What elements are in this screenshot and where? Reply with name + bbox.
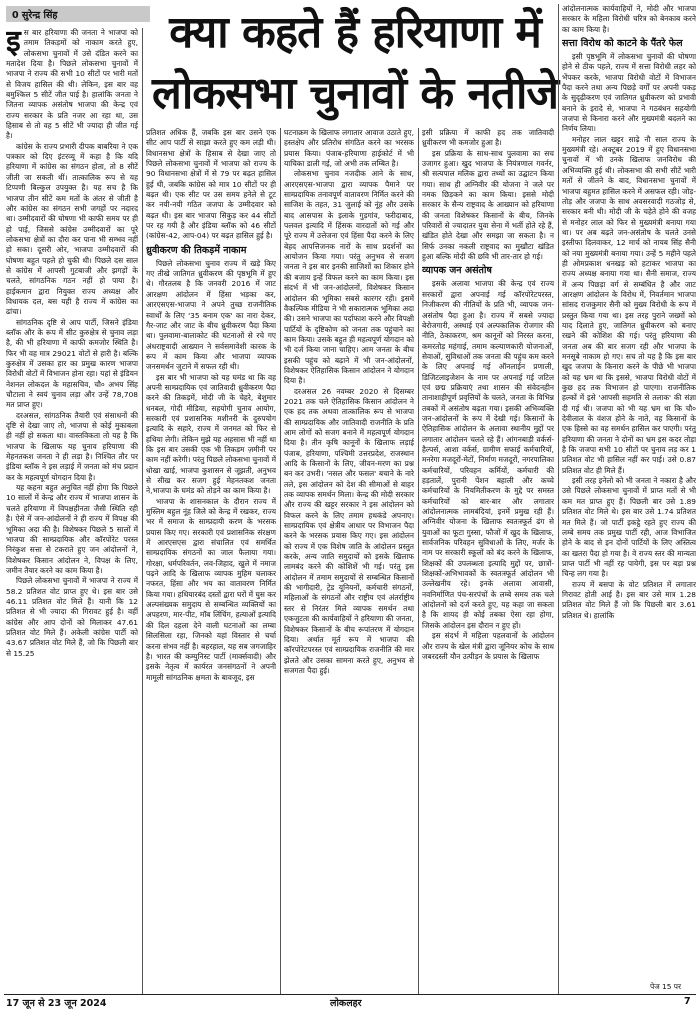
continued-on-label: पेज 15 पर xyxy=(650,982,682,991)
paragraph: मनोहर लाल खट्टर साढ़े नौ साल राज्य के मुख्यमंत्री रहे। अक्टूबर 2019 में हुए विधानसभा चुनावों में भी उनके खिलाफ जनविरोध की अभिव्यक्ति हुई थी। लोकसभा की सभी सीटें भारी मतों से जीतने के बाद, विधानसभा चुनावों में भाजपा बहुमत हासिल करने में असफल रही। जोड़-तोड़ और जजपा के साथ अवसरवादी गठजोड़ से, सरकार बनी थी। मोदी जी के चहेते होने की वजह से मनोहर लाल को फिर से मुख्यमंत्री बनाया गया था। पर अब बढ़ते जन-असंतोष के चलते उनसे इस्तीफा दिलवाकर, 12 मार्च को नायब सिंह सैनी को नया मुख्यमंत्री बनाया गया। उन्हें 5 महीने पहले ही ओमप्रकाश धनखड़ को हटाकर भाजपा का राज्य अध्यक्ष बनाया गया था। सैनी समाज, राज्य में अन्य पिछड़ा वर्ग से सम्बंधित है और जाट आरक्षण आंदोलन के विरोध में, निवर्तमान भाजपा सांसद राजकुमार सैनी को मुख्य विरोधी के रूप में प्रस्तुत किया गया था। इस तरह पुराने जख्मों को याद दिलाते हुए, जातिगत ध्रुवीकरण को बनाए रखने की कोशिश की गई। परंतु हरियाणा की जनता अब की बार सजग रही और भाजपा के मनसूबे नाकाम हो गए। सच तो यह है कि इस बार खुद जजपा के किनारा करने के पीछे भी भाजपा को यह भ्रम था कि इससे, भाजपा विरोधी वोटों में कुछ हद तक विभाजन हो पाएगा। राजनीतिक हल्कों में इसे 'आपसी सहमति से तलाक' की संज्ञा दी गई थी। जजपा को भी यह भ्रम था कि चौ० देवीलाल के वंशज होने के नाते, वह किसानों के एक हिस्से का वह समर्थन हासिल कर पाएगी। परंतु हरियाणा की जनता ने दोनों का भ्रम इस कदर तोड़ा है कि जजपा सभी 10 सीटों पर चुनाव लड़ कर 1 प्रतिशत वोट भी हासिल नहीं कर पाई। उसे 0.87 प्रतिशत वोट ही मिले हैं। xyxy=(562,134,696,475)
article-column-5 xyxy=(562,4,696,982)
paragraph: लोकसभा चुनाव नजदीक आने के साथ, आरएसएस-भाजपा द्वारा व्यापक पैमाने पर साम्प्रदायिक तनावपूर्ण वातावरण निर्मित करने की साजिश के तहत, 31 जुलाई को नूंह और उसके बाद आसपास के इलाके गुड़गांव, फरीदाबाद, पलवल इत्यादि में हिंसक वारदातों को गई और पूरे राज्य में उत्तेजना एवं हिंसा पैदा करने के लिए बेहद आपत्तिजनक नारों के साथ प्रदर्शनों का आयोजन किया गया। परंतु अनुभव से सजग जनता ने इस बार इनकी साजिशों का शिकार होने की बजाय इन्हें विफल करने का काम किया। इस संदर्भ में भी जन-आंदोलनों, विशेषकर किसान आंदोलन की भूमिका सबसे कारगर रही। इसमें वैकल्पिक मीडिया ने भी सकारात्मक भूमिका अदा की। उसने भाजपा का पर्दाफाश करने और विपक्षी पार्टियों के दृष्टिकोण को जनता तक पहुंचाने का काम किया। उसके बहुत ही महत्वपूर्ण योगदान को भी दर्ज किया जाना चाहिए। आम जनता के बीच इसकी पहुंच को बढ़ाने में भी जन-आंदोलनों, विशेषकर ऐतिहासिक किसान आंदोलन ने योगदान दिया है। xyxy=(284,169,414,386)
paragraph: इस प्रक्रिया के साथ-साथ पुलवामा का सच उजागर हुआ। खुद भाजपा के नियंत्रणाल गवर्नर, श्री सत्यपाल मलिक द्वारा तथ्यों का उद्घाटन किया गया। साथ ही अग्निवीर की योजना ने जले पर नमक छिड़कने का काम किया। इससे मोदी सरकार के सैन्य राष्ट्रवाद के आख्यान को हरियाणा की जनता विशेषकर किसानों के बीच, जिनके परिवारों से ज्यादातर युवा सेना में भर्ती होते रहे हैं, खंडित होते देखा और समझा जा सकता है। न सिर्फ उनका नकली राष्ट्रवाद का मुखौटा खंडित हुआ बल्कि मोदी की छवि भी तार-तार हो गई। xyxy=(422,148,554,262)
paragraph: प्रतिशत अधिक हैं, जबकि इस बार उसने एक सीट आप पार्टी से साझा करते हुए कम लड़ी थी। विधानसभा क्षेत्रों के हिसाब से देखा जाए तो पिछले लोकसभा चुनावों में भाजपा को राज्य के 90 विधानसभा क्षेत्रों में से 79 पर बढ़त हासिल हुई थी, जबकि कांग्रेस को मात्र 10 सीटों पर ही बढ़त थी। एक सीट पर उस समय हनेले से टूट कर नयी-नयी गठित जजपा के उम्मीदवार को बढ़त थी। इस बार भाजपा सिकुड़ कर 44 सीटों पर रह गयी है और इंडिया ब्लॉक को 46 सीटों (कांग्रेस-42, आप-04) पर बढ़त हासिल हुई है। xyxy=(146,128,276,241)
paragraph: सांगठनिक दृष्टि से आप पार्टी, जिसने इंडिया ब्लॉक और के रूप में सीट कुरुक्षेत्र से चुनाव लड़ा है, की भी हरियाणा में काफी कमजोर स्थिति है। फिर भी वह मात्र 29021 वोटों से हारी है। बल्कि कुरुक्षेत्र में उसका हार का प्रमुख कारण भाजपा विरोधी वोटों में विभाजन होना रहा। यहां से इंडियन नेशनल लोकदल के महासचिव, चौ० अभय सिंह चौटाला ने स्वयं चुनाव लड़ा और उन्हें 78,708 मत प्राप्त हुए। xyxy=(6,317,138,410)
headline xyxy=(150,4,560,126)
paragraph: भाजपा के शासनकाल के दौरान राज्य में मुस्लिम बहुल नूंह जिले को केन्द्र में रखकर, राज्य भर में समाज के साम्प्रदायी करण के भरसक प्रयास किए गए। सरकारी एवं प्रशासनिक संरक्षण में आरएसएस द्वारा संचालित एवं समर्थित साम्प्रदायिक संगठनों का जाल फैलाया गया। गोरक्षा, धर्मपरिवर्तन, लव-जिहाद, खुले में नमाज पढ़ने आदि के खिलाफ व्यापक मुहिम चलाकर नफरत, हिंसा और भय का वातावरण निर्मित किया गया। हथियारबंद दस्तों द्वारा घरों में घुस कर अल्पसंख्यक समुदाय से सम्बन्धित व्यक्तियों का अपहरण, मार-पीट, मॉब लिंचिंग, हत्याओं इत्यादि की दिल दहला देने वाली घटनाओं का लम्बा सिलसिला रहा, जिनको यहां विस्तार से चर्चा करना संभव नहीं है। बहरहाल, यह सब जगजाहिर है। भारत की कम्युनिस्ट पार्टी (मार्क्सवादी) और इसके नेतृत्व में कार्यरत जनसंगठनों ने अपनी मामूली सांगठनिक क्षमता के बावजूद, इस xyxy=(146,496,276,682)
paragraph: आंदोलनात्मक कार्यवाहियों ने, मोदी और भाजपा सरकार के महिला विरोधी चरित्र को बेनकाब करने का काम किया है। xyxy=(562,4,696,34)
paragraph: राज्य में बसपा के वोट प्रतिशत में लगातार गिरावट होती आई है। इस बार उसे मात्र 1.28 प्रतिशत वोट मिले हैं जो कि पिछली बार 3.61 प्रतिशत थे। हालांकि xyxy=(562,579,696,620)
issue-date: 17 जून से 23 जून 2024 xyxy=(6,998,107,1009)
column-divider xyxy=(418,128,419,994)
column-divider xyxy=(142,28,143,994)
article-column-4 xyxy=(422,128,554,994)
article-column-2 xyxy=(146,128,276,994)
paragraph: इसी तरह इनेलो को भी जनता ने नकारा है और उसे पिछले लोकसभा चुनावों में प्राप्त मतों से भी कम मत प्राप्त हुए हैं। पिछली बार उसे 1.89 प्रतिशत वोट मिले थे। इस बार उसे 1.74 प्रतिशत मत मिले हैं। जो पार्टी इकट्ठे रहते हुए राज्य की लम्बे समय तक प्रमुख पार्टी रही, आज विभाजित होने के बाद से इन दोनों पार्टियों के लिए अस्तित्व का खतरा पैदा हो गया है। वे राज्य स्तर की मान्यता प्राप्त पार्टी भी नहीं रह पायेगी, इस पर बड़ा प्रश्न चिन्ह लग गया है। xyxy=(562,476,696,579)
paragraph: इसी पृष्ठभूमि में लोकसभा चुनावों की घोषणा होने से ठीक पहले, राज्य में सत्ता विरोधी लहर को भेंपकर करके, भाजपा विरोधी वोटों में विभाजन पैदा करने तथा अन्य पिछड़े वर्गों पर अपनी पकड़ के सुदृढ़ीकरण एवं जातिगत ध्रुवीकरण को प्रभावी बनाने के इरादे से, भाजपा ने गठबंधन सहयोगी जजपा से किनारा करने और मुख्यमंत्री बदलने का निर्णय लिया। xyxy=(562,52,696,134)
column-divider xyxy=(280,128,281,994)
headline-line-2: लोकसभा चुनावों के नतीजे xyxy=(152,68,558,119)
paragraph: कांग्रेस के राज्य प्रभारी दीपक बाबरिया ने एक पत्रकार को दिए इंटरव्यू में कहा है कि यदि हरियाणा में कांग्रेस का संगठन होता, तो 8 सीटें जीती जा सकती थीं। तात्कालिक रूप से यह टिप्पणी बिल्कुल उपयुक्त है। यह सच है कि भाजपा तीन सीटें कम मतों के अंतर से जीती है और कांग्रेस का संगठन सभी जगहों पर नदारद था। उम्मीदवारों की घोषणा भी काफी समय पर ही हो पाई, जिससे कांग्रेस उम्मीदवारों का पूरे लोकसभा क्षेत्रों का दौरा कर पाना भी सम्भव नहीं हो सका। दूसरी ओर, भाजपा उम्मीदवारों की घोषणा बहुत पहले हो चुकी थी। पिछले दस साल से कांग्रेस में आपसी गुटबाजी और झगड़ों के चलते, सांगठनिक गठन नहीं हो पाया है। हाईकमान द्वारा नियुक्त राज्य अध्यक्ष और विधायक दल, बस यही है राज्य में कांग्रेस का ढांचा। xyxy=(6,141,138,317)
paragraph: दरअसल, सांगठनिक तैयारी एवं संसाधनों की दृष्टि से देखा जाए तो, भाजपा से कोई मुकाबला ही नहीं हो सकता था। वास्तविकता तो यह है कि भाजपा के खिलाफ यह चुनाव हरियाणा की मेहनतकश जनता ने ही लड़ा है। निश्चित तौर पर इंडिया ब्लॉक ने इस लड़ाई में जनता को मंच प्रदान कर के महत्वपूर्ण योगदान दिया है। xyxy=(6,410,138,482)
paragraph: इसके अलावा भाजपा की केन्द्र एवं राज्य सरकारों द्वारा अपनाई गई कॉरपोरेटपरस्त, निजीकरण की नीतियों के प्रति भी, व्यापक जन-असंतोष पैदा हुआ है। राज्य में सबसे ज्यादा बेरोजगारी, अस्थाई एवं अल्पकालिक रोजगार की नीति, ठेकाकरण, श्रम कानूनों को निरस्त करना, कमरतोड़ महंगाई, तमाम कल्याणकारी योजनाओं, सेवाओं, सुविधाओं तक जनता की पहुंच कम करने के लिए अपनाई गई ऑनलाईन प्रणाली, डिजिटलाइजेशन के नाम पर अपनाई गई जटिल एवं छद्म प्रक्रियाएं तथा शासन की संवेदनहीन तानाशाहीपूर्ण प्रवृत्तियों के चलते, जनता के विभिन्न तबकों में असंतोष बढ़ता गया। इसकी अभिव्यक्ति जन-आंदोलनों के रूप में देखी गई। किसानों के ऐतिहासिक आंदोलन के अलावा स्थानीय मुद्दों पर लगातार आंदोलन चलते रहे हैं। आंगनबाड़ी वर्कर्स-हैल्पर्स, आशा वर्कर्स, ग्रामीण सफाई कर्मचारियों, मनरेगा मजदूरों-मेटों, निर्माण मजदूरों, नगरपालिका कर्मचारियों, परिवहन कर्मियों, कर्मचारी की हड़तालें, पुरानी पेंशन बहाली और कच्चे कर्मचारियों के नियमितीकरण के मुद्दे पर समस्त कर्मचारियों को बार-बार और लगातार आंदोलनात्मक लामबंदियां, इनमें प्रमुख रही हैं। अग्निवीर योजना के खिलाफ स्वतःस्फूर्त ढंग से युवाओं का फूटा गुस्सा, फौजों में खुद के खिलाफ, सार्वजनिक परिवहन सुविधाओं के लिए, मर्जर के नाम पर सरकारी स्कूलों को बंद करने के खिलाफ, शिक्षकों की उपलब्धता इत्यादि मुद्दों पर, छात्रों-शिक्षकों-अभिभावकों के स्वतःस्फूर्त आंदोलन भी उल्लेखनीय रहे। इनके अलावा आवासी, नवनिर्माणित पंच-सरपंचों के लम्बे समय तक चले आंदोलनों को दर्ज करते हुए, यह कहा जा सकता है कि शायद ही कोई तबका ऐसा रहा होगा, जिसके आंदोलन इस दौरान न हुए हों। xyxy=(422,279,554,630)
section-subheading: ध्रुवीकरण की तिकड़में नाकाम xyxy=(146,244,247,256)
paragraph: दरअसल 26 नवम्बर 2020 से दिसम्बर 2021 तक चले ऐतिहासिक किसान आंदोलन ने एक हद तक अथवा तात्कालिक रूप से भाजपा की साम्प्रदायिक और जातिवादी राजनीति के प्रति आम लोगों को सजग बनाने में महत्वपूर्ण योगदान दिया है। तीन कृषि कानूनों के खिलाफ लड़ाई पंजाब, हरियाणा, पश्चिमी उत्तरप्रदेश, राजस्थान आदि के किसानों के लिए, जीवन-मरण का प्रश्न बन कर उभरी। 'नसल और फसल' बचाने के नारे तले, इस आंदोलन को देश की सीमाओं से बाहर तक व्यापक समर्थन मिला। केन्द्र की मोदी सरकार और राज्य की खट्टर सरकार ने इस आंदोलन को विफल करने के लिए तमाम हथकंडे अपनाए। साम्प्रदायिक एवं क्षेत्रीय आधार पर विभाजन पैदा करने के भरसक प्रयास किए गए। इस आंदोलन को राज्य में एक विशेष जाति के आंदोलन प्रस्तुत करके, अन्य जाति समुदायों को इसके खिलाफ लामबंद करने की कोशिशें भी गई। परंतु इस आंदोलन में तमाम समुदायों से सम्बन्धित किसानों की भागीदारी, ट्रेड यूनियनों, कर्मचारी संगठनों, महिलाओं के संगठनों और राष्ट्रीय एवं अंतर्राष्ट्रीय स्तर से निरंतर मिले व्यापक समर्थन तथा एकजुटता की कार्यवाहियों ने हरियाणा की जनता, विशेषकर किसानों के बीच रूपांतरण में योगदान दिया। अर्थात मूर्त रूप में भाजपा की कॉरपोरेटपरस्त एवं साम्प्रदायिक राजनीति की मार झेलते और उसका सामना करते हुए, अनुभव से सजगता पैदा हुई। xyxy=(284,386,414,675)
paragraph: इस संदर्भ में महिला पहलवानों के आंदोलन और राज्य के खेल मंत्री द्वारा जूनियर कोच के साथ जबरदस्ती यौन उत्पीड़न के प्रयास के खिलाफ xyxy=(422,631,554,661)
section-subheading: सत्ता विरोध को काटने के पैंतरे फेल xyxy=(562,38,683,50)
paragraph: इस बार भी भाजपा को यह घमंड था कि वह अपनी साम्प्रदायिक एवं जातिवादी ध्रुवीकरण पैदा करने की तिकड़में, मोदी जी के चेहरे, बेशुमार धनबल, गोदी मीडिया, सहयोगी चुनाव आयोग, सरकारी एवं प्रशासनिक मशीनरी के दुरुपयोग इत्यादि के सहारे, राज्य में जनमत को फिर से हथिया लेगी। लेकिन मुझे यह अहसास भी नहीं था कि इस बार उसकी एक भी तिकड़म ज़मीनी पर काम नहीं करेगी। परंतु पिछले लोकसभा चुनावों में धोखा खाई, भाजपा कुशासन से जूझती, अनुभव से सीख कर सजग हुई मेहनतकश जनता ने,भाजपा के घमंड को तोड़ने का काम किया है। xyxy=(146,372,276,496)
paragraph: पिछले लोकसभा चुनाव राज्य में खड़े किए गए तीखे जातिगत ध्रुवीकरण की पृष्ठभूमि में हुए थे। गौरतलब है कि जनवरी 2016 में जाट आरक्षण आंदोलन में हिंसा भड़का कर, आरएसएस-भाजपा ने अपने तुच्छ राजनीतिक स्वार्थों के लिए '35 बनाम एक' का नारा देकर, गैर-जाट और जाट के बीच ध्रुवीकरण पैदा किया था। पुलवामा-बालाकोट की घटनाओं से रचे गए अंधराष्ट्रवादी आख्यान ने सर्वसमावेशी कारक के रूप में काम किया और भाजपा व्यापक जनसमर्थन जुटाने में सफल रही थी। xyxy=(146,258,276,372)
column-divider xyxy=(558,4,559,994)
footer-rule xyxy=(4,994,696,995)
paragraph: यह कहना बहुत अनुचित नहीं होगा कि पिछले 10 सालों में केन्द्र और राज्य में भाजपा शासन के चलते हरियाणा में विपक्षहीनता जैसी स्थिति रही है। ऐसे में जन-आंदोलनों ने ही राज्य में विपक्ष की भूमिका अदा की है। विशेषकर पिछले 5 सालों में भाजपा की साम्प्रदायिक और कॉरपोरेट परस्त निरंकुश सत्ता से टकराते हुए जन आंदोलनों ने, विशेषकर किसान आंदोलन ने, विपक्ष के लिए, जमीन तैयार करने का काम किया है। xyxy=(6,483,138,575)
paragraph: स बार हरियाणा की जनता ने भाजपा को तमाम तिकड़मों को नाकाम करते हुए, लोकसभा चुनावों में उसे दंडित करने का मतादेश दिया है। पिछले लोकसभा चुनावों में भाजपा ने राज्य की सभी 10 सीटों पर भारी मतों से विजय हासिल की थी। लेकिन, इस बार वह बमुश्किल 5 सीटें जीत पाई है। हालांकि जनता ने जितना व्यापक असंतोष भाजपा की केन्द्र एवं राज्य सरकार के प्रति नजर आ रहा था, उस हिसाब से तो वह 5 सीटें भी ज्यादा ही जीत गई है। xyxy=(6,28,138,141)
drop-cap: इ xyxy=(6,28,21,59)
paragraph: घटनाक्रम के खिलाफ लगातार आवाज उठाते हुए, हस्तक्षेप और प्रतिरोध संगठित करने का भरसक प्रयास किया। पंजाब-हरियाणा हाईकोर्ट में भी याचिका डाली गई, जो अभी तक लम्बित है। xyxy=(284,128,414,169)
article-column-1 xyxy=(6,28,138,994)
paragraph: पिछले लोकसभा चुनावों में भाजपा ने राज्य में 58.2 प्रतिशत वोट प्राप्त हुए थे। इस बार उसे 46.11 प्रतिशत वोट मिले हैं। यानी कि 12 प्रतिशत से भी ज्यादा की गिरावट हुई है। वहीं कांग्रेस और आप दोनों को मिलाकर 47.61 प्रतिशत वोट मिले हैं। अकेली कांग्रेस पार्टी को 43.67 प्रतिशत वोट मिले हैं, जो कि पिछली बार से 15.25 xyxy=(6,576,138,658)
article-column-3 xyxy=(284,128,414,994)
paragraph: इसी प्रक्रिया में काफी हद तक जातिवादी ध्रुवीकरण भी कमजोर हुआ है। xyxy=(422,128,554,148)
page-number: 7 xyxy=(684,996,691,1007)
author-byline: 0 सुरेन्द्र सिंह xyxy=(6,6,150,22)
headline-line-1: क्या कहते हैं हरियाणा में xyxy=(169,7,541,58)
newspaper-name: लोकलहर xyxy=(330,998,362,1009)
section-subheading: व्यापक जन असंतोष xyxy=(422,265,492,277)
